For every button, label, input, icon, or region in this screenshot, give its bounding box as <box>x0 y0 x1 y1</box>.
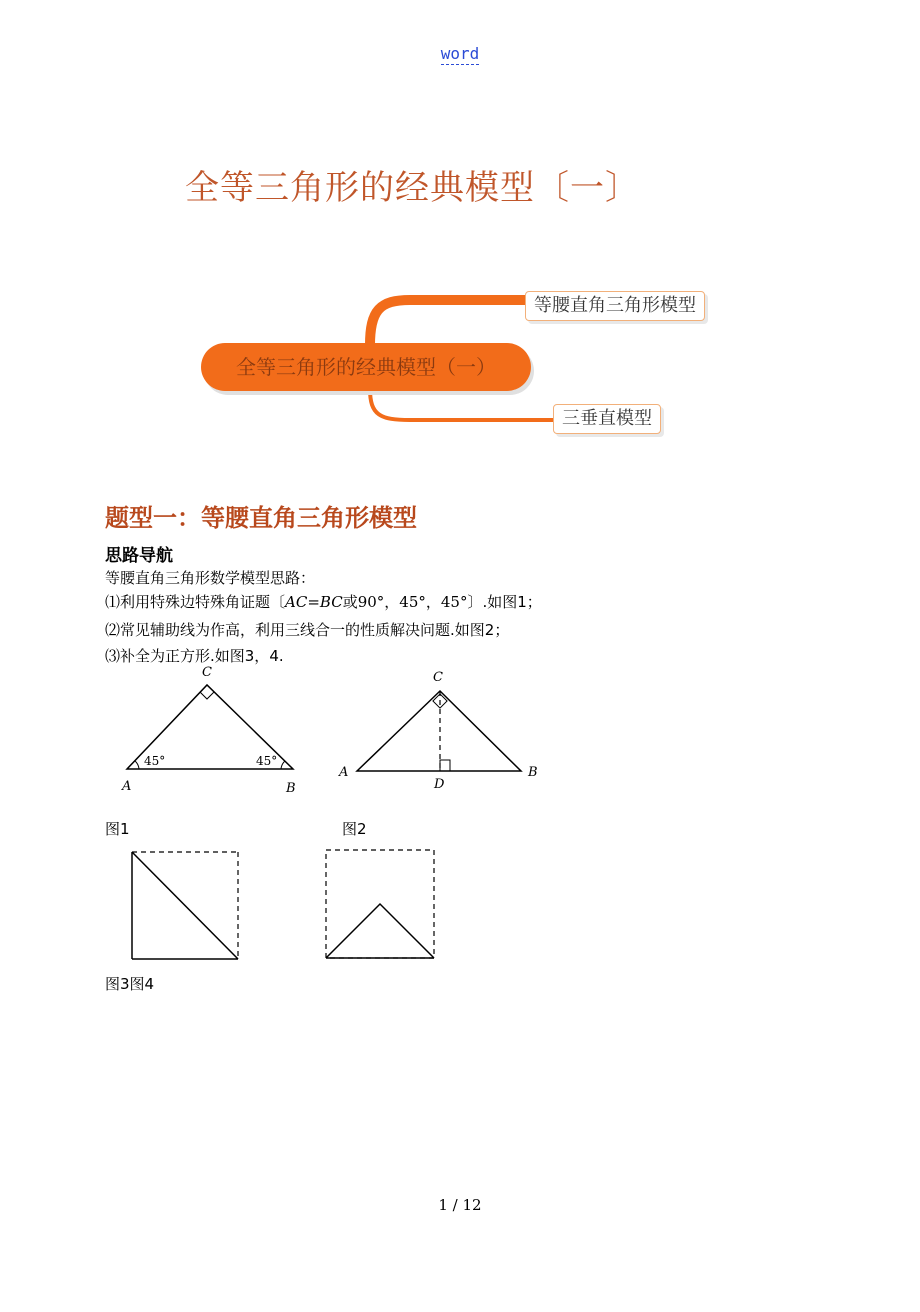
figure-4 <box>322 845 440 963</box>
document-title: 全等三角形的经典模型〔一〕 <box>185 168 640 208</box>
item-1-suffix: 〕.如图1； <box>467 593 542 611</box>
figure-2-caption: 图2 <box>342 820 367 838</box>
section-title: 题型一：等腰直角三角形模型 <box>105 504 417 532</box>
item-1-angles: 90°，45°，45° <box>357 593 468 611</box>
fig2-label-a: A <box>339 765 349 780</box>
mindmap-center-label: 全等三角形的经典模型（一） <box>236 355 496 379</box>
page-number: 1 / 12 <box>438 1196 482 1214</box>
mindmap-branch-three-perpendicular: 三垂直模型 <box>553 404 661 434</box>
fig2-label-b: B <box>528 765 538 780</box>
item-1 <box>105 591 542 612</box>
fig1-label-a: A <box>122 779 132 794</box>
item-2: ⑵常见辅助线为作高，利用三线合一的性质解决问题.如图2； <box>105 621 510 639</box>
item-1-bc: BC <box>319 593 343 611</box>
figure-1 <box>105 660 325 805</box>
item-3: ⑶补全为正方形.如图3，4. <box>105 647 284 665</box>
fig1-label-c: C <box>202 665 212 680</box>
fig2-label-c: C <box>433 670 443 685</box>
item-1-prefix: ⑴利用特殊边特殊角证题〔 <box>105 593 286 611</box>
mindmap <box>195 285 735 445</box>
header-word-link[interactable]: word <box>440 44 480 63</box>
fig2-label-d: D <box>434 777 445 792</box>
figure-1-caption: 图1 <box>105 820 130 838</box>
item-1-or: 或 <box>342 593 358 611</box>
figure-2 <box>330 665 550 795</box>
mindmap-branch-isosceles: 等腰直角三角形模型 <box>525 291 705 321</box>
item-1-eq: = <box>307 593 320 611</box>
figure-3 <box>128 848 244 964</box>
item-1-ac: AC <box>285 593 308 611</box>
fig1-angle-left: 45° <box>144 754 166 768</box>
fig1-label-b: B <box>286 781 296 796</box>
subheading: 思路导航 <box>105 546 173 566</box>
intro-text: 等腰直角三角形数学模型思路： <box>105 569 316 587</box>
figure-3-4-caption: 图3图4 <box>105 975 155 993</box>
fig1-angle-right: 45° <box>256 754 278 768</box>
